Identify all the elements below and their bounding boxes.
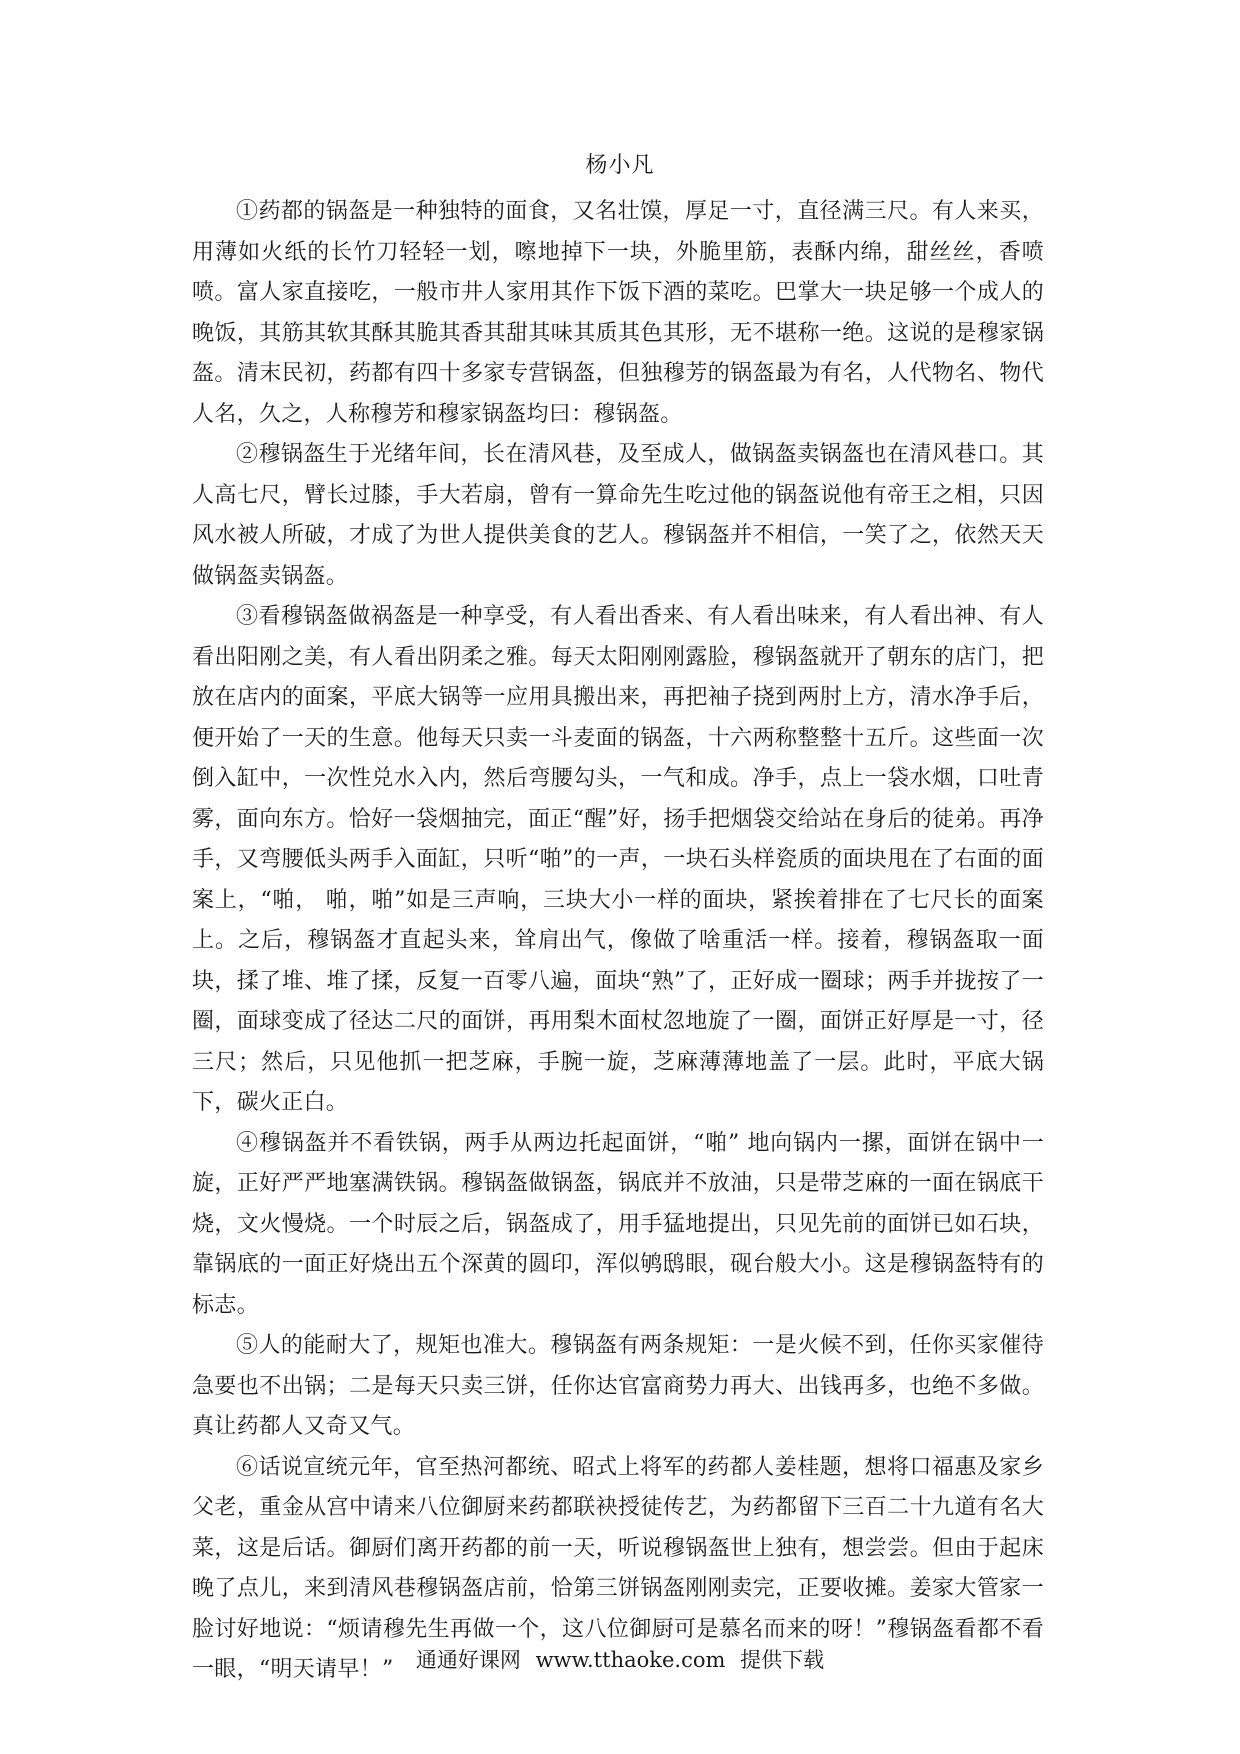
author-name: 杨小凡 (585, 153, 655, 178)
footer-site-name: 通通好课网 (415, 1648, 521, 1672)
article-body (192, 192, 1044, 1691)
footer-url[interactable]: www.tthaoke.com (535, 1648, 726, 1672)
page-footer (0, 1644, 1240, 1674)
paragraph-5: ⑤人的能耐大了，规矩也准大。穆锅盔有两条规矩：一是火候不到，任你买家催待急要也不出锅；二是每天只卖三饼，任你达官富商势力再大、出钱再多，也绝不多做。真让药都人又奇又气。 (192, 1333, 1044, 1439)
paragraph-6: ⑥话说宣统元年，官至热河都统、昭式上将军的药都人姜桂题，想将口福惠及家乡父老，重金从宫中请来八位御厨来药都联袂授徒传艺，为药都留下三百二十九道有名大菜，这是后话。御厨们离开药都的前一天，听说穆锅盔世上独有，想尝尝。但由于起床晚了点儿，来到清风巷穆锅盔店前，恰第三饼锅盔刚刚卖完，正要收摊。姜家大管家一脸讨好地说：“烦请穆先生再做一个，这八位御厨可是慕名而来的呀！”穆锅盔看都不看一眼，“明天请早！” (192, 1454, 1044, 1682)
paragraph-4: ④穆锅盔并不看铁锅，两手从两边托起面饼，“啪” 地向锅内一摞，面饼在锅中一旋，正好严严地塞满铁锅。穆锅盔做锅盔，锅底并不放油，只是带芝麻的一面在锅底干烧，文火慢烧。一个时辰之后，锅盔成了，用手猛地提出，只见先前的面饼已如石块，靠锅底的一面正好烧出五个深黄的圆印，浑似鸲鸱眼，砚台般大小。这是穆锅盔特有的标志。 (192, 1130, 1044, 1318)
paragraph-2: ②穆锅盔生于光绪年间，长在清风巷，及至成人，做锅盔卖锅盔也在清风巷口。其人高七尺，臂长过膝，手大若扇，曾有一算命先生吃过他的锅盔说他有帝王之相，只因风水被人所破，才成了为世人提供美食的艺人。穆锅盔并不相信，一笑了之，依然天天做锅盔卖锅盔。 (192, 442, 1044, 589)
footer-suffix: 提供下载 (740, 1648, 825, 1672)
paragraph-3: ③看穆锅盔做祸盔是一种享受，有人看出香来、有人看出味来，有人看出神、有人看出阳刚之美，有人看出阴柔之雅。每天太阳刚刚露脸，穆锅盔就开了朝东的店门，把放在店内的面案，平底大锅等一应用具搬出来，再把袖子挠到两肘上方，清水净手后，便开始了一天的生意。他每天只卖一斗麦面的锅盔，十六两称整整十五斤。这些面一次倒入缸中，一次性兑水入内，然后弯腰勾头，一气和成。净手，点上一袋水烟，口吐青雾，面向东方。恰好一袋烟抽完，面正“醒”好，扬手把烟袋交给站在身后的徒弟。再净手，又弯腰低头两手入面缸，只听“啪”的一声，一块石头样瓷质的面块甩在了右面的面案上，“啪， 啪，啪”如是三声响，三块大小一样的面块，紧挨着排在了七尺长的面案上。之后，穆锅盔才直起头来，耸肩出气，像做了啥重活一样。接着，穆锅盔取一面块，揉了堆、堆了揉，反复一百零八遍，面块“熟”了，正好成一圈球；两手并拢按了一圈，面球变成了径达二尺的面饼，再用梨木面杖忽地旋了一圈，面饼正好厚是一寸，径三尺；然后，只见他抓一把芝麻，手腕一旋，芝麻薄薄地盖了一层。此时，平底大锅下，碳火正白。 (192, 604, 1044, 1115)
paragraph-1: ①药都的锅盔是一种独特的面食，又名壮馍，厚足一寸，直径满三尺。有人来买，用薄如火纸的长竹刀轻轻一划，嚓地掉下一块，外脆里筋，表酥内绵，甜丝丝，香喷喷。富人家直接吃，一般市井人家用其作下饭下酒的菜吃。巴掌大一块足够一个成人的晚饭，其筋其软其酥其脆其香其甜其味其质其色其形，无不堪称一绝。这说的是穆家锅盔。清末民初，药都有四十多家专营锅盔，但独穆芳的锅盔最为有名，人代物名、物代人名，久之，人称穆芳和穆家锅盔均曰：穆锅盔。 (192, 199, 1044, 427)
